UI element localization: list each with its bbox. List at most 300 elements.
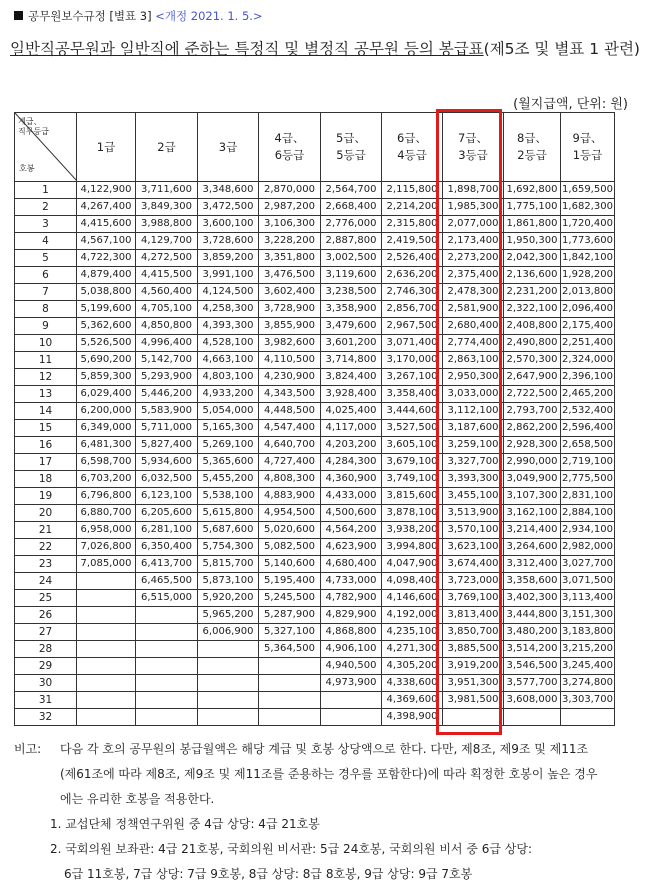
salary-cell: 4,940,500	[321, 658, 382, 675]
salary-cell: 4,623,900	[321, 539, 382, 556]
notes	[14, 737, 626, 887]
salary-cell: 5,583,900	[136, 403, 198, 420]
table-row	[15, 335, 615, 352]
table-body	[15, 182, 615, 726]
salary-cell: 2,967,500	[382, 318, 443, 335]
salary-cell: 4,906,100	[321, 641, 382, 658]
salary-cell: 6,029,400	[77, 386, 136, 403]
salary-cell	[561, 709, 615, 726]
salary-cell: 3,264,600	[504, 539, 561, 556]
salary-cell: 2,987,200	[259, 199, 321, 216]
salary-cell	[259, 675, 321, 692]
step-cell: 25	[15, 590, 77, 607]
salary-cell: 3,444,800	[504, 607, 561, 624]
salary-cell: 1,682,300	[561, 199, 615, 216]
salary-cell: 3,358,900	[321, 301, 382, 318]
salary-cell: 2,774,400	[443, 335, 504, 352]
salary-cell: 1,775,100	[504, 199, 561, 216]
salary-cell	[259, 658, 321, 675]
salary-cell: 3,444,600	[382, 403, 443, 420]
salary-cell: 3,850,700	[443, 624, 504, 641]
col-header: 9급、 1등급	[561, 113, 615, 182]
salary-cell: 4,129,700	[136, 233, 198, 250]
salary-cell: 3,215,200	[561, 641, 615, 658]
table-row	[15, 199, 615, 216]
salary-cell: 3,608,000	[504, 692, 561, 709]
salary-cell: 2,831,100	[561, 488, 615, 505]
salary-cell: 4,933,200	[198, 386, 259, 403]
salary-cell: 3,728,900	[259, 301, 321, 318]
salary-cell	[136, 607, 198, 624]
salary-cell: 2,013,800	[561, 284, 615, 301]
salary-cell: 4,122,900	[77, 182, 136, 199]
step-cell: 5	[15, 250, 77, 267]
salary-cell: 3,476,500	[259, 267, 321, 284]
step-cell: 24	[15, 573, 77, 590]
table-row	[15, 590, 615, 607]
table-row	[15, 250, 615, 267]
salary-cell	[259, 692, 321, 709]
salary-cell: 3,859,200	[198, 250, 259, 267]
salary-cell: 5,082,500	[259, 539, 321, 556]
salary-cell: 4,098,400	[382, 573, 443, 590]
salary-cell: 4,360,900	[321, 471, 382, 488]
salary-cell: 3,267,100	[382, 369, 443, 386]
salary-cell: 5,526,500	[77, 335, 136, 352]
salary-cell: 5,754,300	[198, 539, 259, 556]
salary-cell: 2,077,000	[443, 216, 504, 233]
salary-cell: 3,228,200	[259, 233, 321, 250]
salary-cell: 5,920,200	[198, 590, 259, 607]
salary-cell: 3,919,200	[443, 658, 504, 675]
salary-cell: 3,605,100	[382, 437, 443, 454]
salary-cell	[259, 709, 321, 726]
salary-cell: 6,958,000	[77, 522, 136, 539]
header-row	[15, 113, 615, 182]
salary-cell: 2,647,900	[504, 369, 561, 386]
col-header: 6급、 4등급	[382, 113, 443, 182]
salary-cell: 3,259,100	[443, 437, 504, 454]
salary-cell: 4,722,300	[77, 250, 136, 267]
salary-cell: 3,981,500	[443, 692, 504, 709]
salary-cell	[77, 675, 136, 692]
step-cell: 20	[15, 505, 77, 522]
salary-cell: 3,183,800	[561, 624, 615, 641]
col-header: 7급、 3등급	[443, 113, 504, 182]
table-row	[15, 403, 615, 420]
salary-cell: 1,950,300	[504, 233, 561, 250]
salary-cell	[198, 692, 259, 709]
salary-cell: 1,692,800	[504, 182, 561, 199]
corner-top-label: 계급、 직무등급	[18, 117, 49, 136]
salary-cell: 6,200,000	[77, 403, 136, 420]
step-cell: 26	[15, 607, 77, 624]
salary-cell: 2,273,200	[443, 250, 504, 267]
salary-cell: 2,526,400	[382, 250, 443, 267]
table-row	[15, 471, 615, 488]
salary-cell	[136, 624, 198, 641]
salary-cell: 3,214,400	[504, 522, 561, 539]
salary-cell: 4,996,400	[136, 335, 198, 352]
table-row	[15, 301, 615, 318]
salary-cell: 3,679,100	[382, 454, 443, 471]
salary-cell: 3,402,300	[504, 590, 561, 607]
salary-cell: 4,110,500	[259, 352, 321, 369]
salary-cell: 5,455,200	[198, 471, 259, 488]
salary-cell: 4,433,000	[321, 488, 382, 505]
col-header: 1급	[77, 113, 136, 182]
salary-cell: 2,982,000	[561, 539, 615, 556]
salary-cell: 2,042,300	[504, 250, 561, 267]
unit-label: (월지급액, 단위: 원)	[513, 97, 628, 112]
salary-table	[14, 112, 615, 726]
salary-cell: 3,951,300	[443, 675, 504, 692]
salary-cell: 3,769,100	[443, 590, 504, 607]
table-row	[15, 556, 615, 573]
salary-cell: 3,245,400	[561, 658, 615, 675]
salary-cell	[77, 692, 136, 709]
step-cell: 18	[15, 471, 77, 488]
salary-cell: 6,880,700	[77, 505, 136, 522]
salary-cell: 4,705,100	[136, 301, 198, 318]
salary-cell: 4,203,200	[321, 437, 382, 454]
step-cell: 12	[15, 369, 77, 386]
salary-cell: 2,658,500	[561, 437, 615, 454]
step-cell: 8	[15, 301, 77, 318]
salary-cell: 3,982,600	[259, 335, 321, 352]
table-row	[15, 607, 615, 624]
salary-cell: 2,793,700	[504, 403, 561, 420]
salary-cell: 3,602,400	[259, 284, 321, 301]
salary-cell: 2,324,000	[561, 352, 615, 369]
step-cell: 3	[15, 216, 77, 233]
salary-cell: 5,859,300	[77, 369, 136, 386]
salary-cell: 6,350,400	[136, 539, 198, 556]
salary-cell: 1,928,200	[561, 267, 615, 284]
col-header: 2급	[136, 113, 198, 182]
corner-header	[15, 113, 77, 182]
salary-cell: 6,703,200	[77, 471, 136, 488]
salary-cell: 3,813,400	[443, 607, 504, 624]
salary-cell: 2,136,600	[504, 267, 561, 284]
page-title	[10, 34, 640, 64]
col-header: 4급、 6등급	[259, 113, 321, 182]
salary-cell: 2,746,300	[382, 284, 443, 301]
step-cell: 9	[15, 318, 77, 335]
corner-bottom-label: 호봉	[19, 164, 35, 173]
salary-cell: 2,934,100	[561, 522, 615, 539]
salary-cell: 2,175,400	[561, 318, 615, 335]
salary-cell: 1,898,700	[443, 182, 504, 199]
salary-cell: 4,782,900	[321, 590, 382, 607]
salary-cell: 5,195,400	[259, 573, 321, 590]
salary-cell: 3,938,200	[382, 522, 443, 539]
salary-cell: 4,230,900	[259, 369, 321, 386]
title-suffix: (제5조 및 별표 1 관련)	[483, 40, 640, 58]
salary-cell: 4,500,600	[321, 505, 382, 522]
salary-cell: 6,006,900	[198, 624, 259, 641]
breadcrumb: 공무원보수규정 [별표 3]	[28, 9, 152, 23]
salary-cell: 5,038,800	[77, 284, 136, 301]
table-row	[15, 454, 615, 471]
salary-cell: 2,564,700	[321, 182, 382, 199]
salary-cell: 3,002,500	[321, 250, 382, 267]
table-row	[15, 692, 615, 709]
salary-cell: 4,267,400	[77, 199, 136, 216]
salary-cell: 6,349,000	[77, 420, 136, 437]
salary-cell: 2,115,800	[382, 182, 443, 199]
salary-cell: 3,600,100	[198, 216, 259, 233]
table-row	[15, 318, 615, 335]
salary-cell	[77, 709, 136, 726]
salary-cell	[198, 675, 259, 692]
step-cell: 17	[15, 454, 77, 471]
salary-cell: 2,668,400	[321, 199, 382, 216]
salary-cell: 2,636,200	[382, 267, 443, 284]
salary-cell: 2,581,900	[443, 301, 504, 318]
table-row	[15, 267, 615, 284]
salary-cell: 2,231,200	[504, 284, 561, 301]
document-header	[14, 8, 263, 24]
table-row	[15, 624, 615, 641]
salary-cell: 6,123,100	[136, 488, 198, 505]
salary-cell: 2,722,500	[504, 386, 561, 403]
salary-cell: 3,849,300	[136, 199, 198, 216]
table-row	[15, 709, 615, 726]
salary-cell: 3,238,500	[321, 284, 382, 301]
salary-cell: 3,577,700	[504, 675, 561, 692]
salary-cell: 4,146,600	[382, 590, 443, 607]
salary-cell: 3,358,400	[382, 386, 443, 403]
note-item-2: 2. 국회의원 보좌관: 4급 21호봉, 국회의원 비서관: 5급 24호봉, 국회의원 비서 중 6급 상당:	[50, 842, 533, 856]
step-cell: 28	[15, 641, 77, 658]
step-cell: 27	[15, 624, 77, 641]
salary-cell: 5,965,200	[198, 607, 259, 624]
salary-cell: 3,119,600	[321, 267, 382, 284]
salary-cell: 3,162,100	[504, 505, 561, 522]
salary-cell: 4,560,400	[136, 284, 198, 301]
salary-cell: 6,598,700	[77, 454, 136, 471]
salary-cell: 3,472,500	[198, 199, 259, 216]
salary-cell: 3,327,700	[443, 454, 504, 471]
salary-cell: 2,884,100	[561, 505, 615, 522]
salary-cell: 3,885,500	[443, 641, 504, 658]
salary-cell: 3,711,600	[136, 182, 198, 199]
salary-cell: 4,415,500	[136, 267, 198, 284]
note-item-2-cont: 6급 11호봉, 7급 상당: 7급 9호봉, 8급 상당: 8급 8호봉, 9급 상당: 9급 7호봉	[64, 867, 473, 881]
salary-cell: 2,173,400	[443, 233, 504, 250]
salary-cell	[77, 573, 136, 590]
table-row	[15, 182, 615, 199]
salary-cell: 5,140,600	[259, 556, 321, 573]
salary-cell: 5,362,600	[77, 318, 136, 335]
salary-cell: 2,887,800	[321, 233, 382, 250]
salary-cell	[321, 692, 382, 709]
salary-cell: 3,027,700	[561, 556, 615, 573]
note-label: 비고:	[14, 742, 42, 756]
salary-cell: 5,690,200	[77, 352, 136, 369]
table-row	[15, 216, 615, 233]
salary-cell: 2,928,300	[504, 437, 561, 454]
salary-cell: 2,532,400	[561, 403, 615, 420]
salary-cell: 2,862,200	[504, 420, 561, 437]
salary-cell: 4,803,100	[198, 369, 259, 386]
salary-cell: 4,954,500	[259, 505, 321, 522]
salary-cell: 3,928,400	[321, 386, 382, 403]
salary-cell: 3,994,800	[382, 539, 443, 556]
salary-cell: 4,850,800	[136, 318, 198, 335]
salary-cell: 3,106,300	[259, 216, 321, 233]
salary-cell	[443, 709, 504, 726]
salary-cell: 5,269,100	[198, 437, 259, 454]
salary-cell: 5,711,000	[136, 420, 198, 437]
salary-cell: 4,868,800	[321, 624, 382, 641]
salary-cell: 6,465,500	[136, 573, 198, 590]
salary-cell: 3,049,900	[504, 471, 561, 488]
salary-cell: 2,096,400	[561, 301, 615, 318]
col-header: 5급、 5등급	[321, 113, 382, 182]
salary-cell: 6,481,300	[77, 437, 136, 454]
step-cell: 13	[15, 386, 77, 403]
note-line: 에는 유리한 호봉을 적용한다.	[60, 792, 215, 806]
salary-cell: 2,419,500	[382, 233, 443, 250]
salary-cell: 3,303,700	[561, 692, 615, 709]
note-line: (제61조에 따라 제8조, 제9조 및 제11조를 준용하는 경우를 포함한다)에 따라 획정한 호봉이 높은 경우	[60, 767, 598, 781]
salary-cell: 4,733,000	[321, 573, 382, 590]
salary-cell: 4,025,400	[321, 403, 382, 420]
table-row	[15, 658, 615, 675]
salary-cell: 3,723,000	[443, 573, 504, 590]
step-cell: 29	[15, 658, 77, 675]
salary-cell	[136, 658, 198, 675]
table-row	[15, 284, 615, 301]
salary-cell: 5,446,200	[136, 386, 198, 403]
table-row	[15, 539, 615, 556]
salary-cell: 3,988,800	[136, 216, 198, 233]
salary-cell: 3,393,300	[443, 471, 504, 488]
salary-cell: 3,527,500	[382, 420, 443, 437]
salary-cell: 3,824,400	[321, 369, 382, 386]
table-row	[15, 386, 615, 403]
salary-cell: 4,528,100	[198, 335, 259, 352]
salary-cell	[198, 641, 259, 658]
salary-cell: 6,796,800	[77, 488, 136, 505]
salary-cell: 3,749,100	[382, 471, 443, 488]
salary-cell	[504, 709, 561, 726]
step-cell: 19	[15, 488, 77, 505]
salary-cell: 5,245,500	[259, 590, 321, 607]
title-main: 일반직공무원과 일반직에 준하는 특정직 및 별정직 공무원 등의 봉급표	[10, 40, 484, 58]
salary-cell: 2,408,800	[504, 318, 561, 335]
salary-cell	[77, 624, 136, 641]
salary-cell: 7,026,800	[77, 539, 136, 556]
salary-cell	[77, 607, 136, 624]
note-item-1: 1. 교섭단체 정책연구위원 중 4급 상당: 4급 21호봉	[50, 817, 320, 831]
step-cell: 11	[15, 352, 77, 369]
salary-cell: 1,842,100	[561, 250, 615, 267]
salary-cell: 3,113,400	[561, 590, 615, 607]
salary-cell	[136, 692, 198, 709]
salary-cell	[136, 709, 198, 726]
salary-cell: 3,815,600	[382, 488, 443, 505]
salary-cell: 2,870,000	[259, 182, 321, 199]
col-header: 8급、 2등급	[504, 113, 561, 182]
step-cell: 21	[15, 522, 77, 539]
table-row	[15, 573, 615, 590]
salary-cell: 2,863,100	[443, 352, 504, 369]
salary-cell: 3,623,100	[443, 539, 504, 556]
salary-cell: 3,274,800	[561, 675, 615, 692]
salary-cell: 4,271,300	[382, 641, 443, 658]
step-cell: 30	[15, 675, 77, 692]
salary-cell: 4,393,300	[198, 318, 259, 335]
salary-cell: 4,879,400	[77, 267, 136, 284]
salary-cell: 5,199,600	[77, 301, 136, 318]
step-cell: 10	[15, 335, 77, 352]
salary-cell: 5,934,600	[136, 454, 198, 471]
salary-cell: 3,358,600	[504, 573, 561, 590]
salary-cell: 1,985,300	[443, 199, 504, 216]
salary-cell: 5,142,700	[136, 352, 198, 369]
salary-cell: 3,107,300	[504, 488, 561, 505]
salary-cell: 3,112,100	[443, 403, 504, 420]
salary-cell: 4,640,700	[259, 437, 321, 454]
step-cell: 16	[15, 437, 77, 454]
square-bullet-icon	[14, 11, 23, 20]
table-row	[15, 233, 615, 250]
salary-cell: 2,719,100	[561, 454, 615, 471]
salary-cell: 5,327,100	[259, 624, 321, 641]
salary-cell	[77, 641, 136, 658]
salary-cell: 5,687,600	[198, 522, 259, 539]
salary-cell: 3,674,400	[443, 556, 504, 573]
salary-cell: 2,251,400	[561, 335, 615, 352]
salary-cell: 2,396,100	[561, 369, 615, 386]
salary-cell: 4,663,100	[198, 352, 259, 369]
salary-cell: 2,490,800	[504, 335, 561, 352]
table-row	[15, 437, 615, 454]
salary-cell: 3,855,900	[259, 318, 321, 335]
table-row	[15, 505, 615, 522]
table-row	[15, 488, 615, 505]
salary-cell: 2,680,400	[443, 318, 504, 335]
salary-cell: 2,775,500	[561, 471, 615, 488]
salary-cell: 4,973,900	[321, 675, 382, 692]
step-cell: 31	[15, 692, 77, 709]
salary-cell: 4,343,500	[259, 386, 321, 403]
salary-cell: 4,398,900	[382, 709, 443, 726]
salary-cell: 2,990,000	[504, 454, 561, 471]
salary-cell: 3,480,200	[504, 624, 561, 641]
salary-cell: 4,415,600	[77, 216, 136, 233]
salary-cell: 4,564,200	[321, 522, 382, 539]
salary-cell: 4,448,500	[259, 403, 321, 420]
salary-cell: 5,020,600	[259, 522, 321, 539]
salary-cell: 4,258,300	[198, 301, 259, 318]
note-line: 비고: 다음 각 호의 공무원의 봉급월액은 해당 계급 및 호봉 상당액으로 한다. 다만, 제8조, 제9조 및 제11조	[14, 737, 626, 762]
salary-cell: 2,375,400	[443, 267, 504, 284]
salary-cell: 2,776,000	[321, 216, 382, 233]
salary-cell: 2,478,300	[443, 284, 504, 301]
salary-cell: 4,338,600	[382, 675, 443, 692]
step-cell: 7	[15, 284, 77, 301]
salary-cell: 3,033,000	[443, 386, 504, 403]
salary-cell	[198, 709, 259, 726]
salary-cell: 2,570,300	[504, 352, 561, 369]
table-row	[15, 369, 615, 386]
salary-cell	[321, 709, 382, 726]
salary-cell: 4,305,200	[382, 658, 443, 675]
